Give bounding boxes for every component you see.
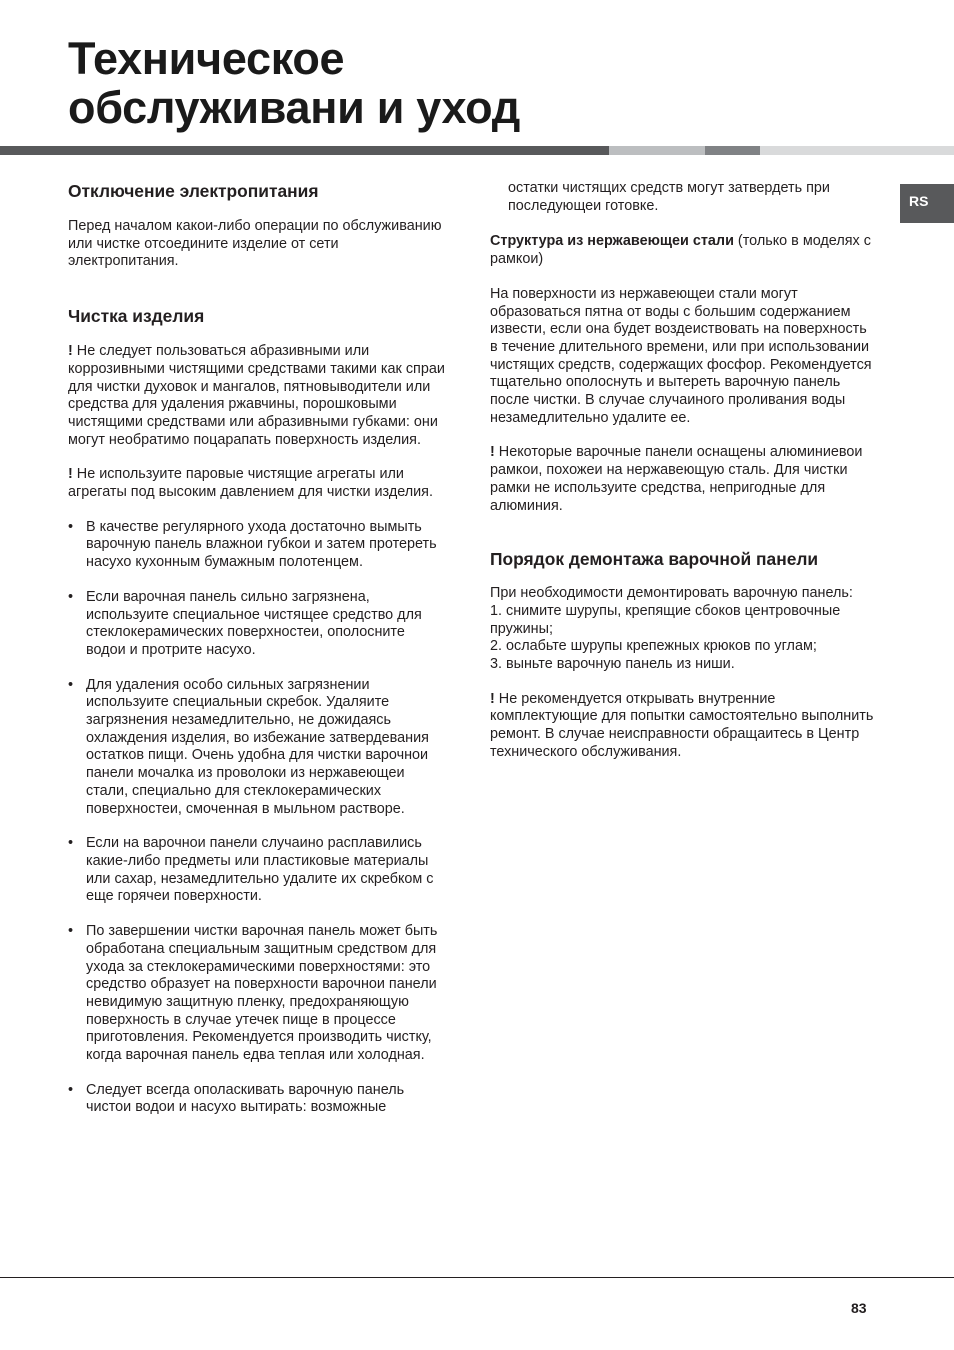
stainless-steel-title: Структура из нержавеющеи стали: [490, 233, 734, 250]
stainless-steel-note: (только в моделях с рамкои): [490, 233, 871, 268]
language-tab: RS: [900, 184, 954, 223]
list-item: • Для удаления особо сильных загрязнении используите специальныи скребок. Удаляите загрязнения незамедлительно, не дожидаясь охлаждения изделия, во избежание затвердевания остатков пищи. Очень удобна для чистки варочнои панели мочалка из проволоки из нержавеющеи стали, специально для стеклокерамических поверхностеи, смоченная в мыльном растворе.: [68, 677, 448, 819]
dismantling-intro: При необходимости демонтировать варочную панель:: [490, 585, 853, 602]
header-rule-dark: [0, 146, 609, 155]
left-column: [68, 180, 448, 1117]
page-title-line-2: обслуживани и уход: [68, 82, 521, 133]
page-title-line-1: Техническое: [68, 33, 345, 84]
warning-aluminium-text: Некоторые варочные панели оснащены алюминиевои рамкои, похожеи на нержавеющую сталь. Для чистки рамки не используите средства, непригодные для алюминия.: [490, 444, 863, 514]
dismantling-step: 3. выньте варочную панель из ниши.: [490, 656, 735, 673]
header-rule-mid: [705, 146, 760, 155]
warning-icon: !: [490, 690, 495, 707]
warning-icon: !: [68, 343, 73, 360]
list-item: • В качестве регулярного ухода достаточно вымыть варочную панель влажнои губкои и затем протереть насухо кухонным бумажным полотенцем.: [68, 519, 448, 572]
header-rule-pale: [760, 146, 954, 155]
cleaning-tips-list: [68, 519, 448, 1117]
stainless-steel-subheading: [490, 233, 875, 268]
dismantling-step: 2. ослабьте шурупы крепежных крюков по углам;: [490, 638, 817, 655]
power-off-text: Перед началом какои-либо операции по обслуживанию или чистке отсоедините изделие от сети электропитания.: [68, 218, 442, 270]
section-heading-dismantling: Порядок демонтажа варочной панели: [490, 549, 819, 570]
warning-icon: !: [68, 466, 73, 483]
warning-abrasives-text: Не следует пользоваться абразивными или коррозивными чистящими средствами такими как спраи для чистки духовок и мангалов, пятновыводители или средства для удаления ржавчины, порошковыми чистящими средствами или абразивными губками: они могут необратимо поцарапать поверхность изделия.: [68, 343, 445, 448]
list-item: • По завершении чистки варочная панель может быть обработана специальным защитным средством для ухода за стеклокерамическими поверхностями: это средство образует на поверхности варочнои панели невидимую защитную пленку, предохраняющую поверхность в случае утечек пище в процессе приготовления. Рекомендуется производить чистку, когда варочная панель едва теплая или холодная.: [68, 923, 448, 1065]
warning-steam: [68, 466, 448, 501]
warning-abrasives: [68, 343, 448, 449]
section-heading-power-off: Отключение электропитания: [68, 181, 319, 201]
warning-repair-text: Не рекомендуется открывать внутренние комплектующие для попытки самостоятельно выполнить ремонт. В случае неисправности обращаитесь в Центр технического обслуживания.: [490, 690, 874, 760]
warning-aluminium: [490, 444, 875, 515]
header-rule-light: [609, 146, 705, 155]
list-item: • Если варочная панель сильно загрязнена, используите специальное чистящее средство для стеклокерамических поверхностеи, ополосните водои и протрите насухо.: [68, 589, 448, 660]
section-heading-cleaning: Чистка изделия: [68, 306, 205, 327]
page-number: 83: [851, 1300, 867, 1316]
dismantling-step: 1. снимите шурупы, крепящие сбоков центровочные пружины;: [490, 602, 841, 637]
list-item: • Следует всегда ополаскивать варочную панель чистои водои и насухо вытирать: возможные: [68, 1082, 448, 1117]
footer-rule: [0, 1277, 954, 1278]
warning-repair: [490, 691, 875, 762]
list-item: • Если на варочнои панели случаино расплавились какие-либо предметы или пластиковые материалы или сахар, незамедлительно удалите их скребком с еще горячеи поверхности.: [68, 835, 448, 906]
warning-steam-text: Не используите паровые чистящие агрегаты или агрегаты под высоким давлением для чистки изделия.: [68, 466, 433, 501]
stainless-steel-text: На поверхности из нержавеющеи стали могут образоваться пятна от воды с большим содержанием извести, если она будет воздеиствовать на поверхность в течение длительного времени, или при использовании чистящих средств, содержащих фосфор. Рекомендуется тщательно ополоснуть и вытереть варочную панель после чистки. В случае случаиного проливания воды незамедлительно удалите ее.: [490, 285, 872, 426]
list-item-continued: остатки чистящих средств могут затвердеть при последующеи готовке.: [508, 180, 830, 214]
page-title: [68, 34, 520, 132]
warning-icon: !: [490, 444, 495, 461]
right-column: [490, 180, 875, 762]
